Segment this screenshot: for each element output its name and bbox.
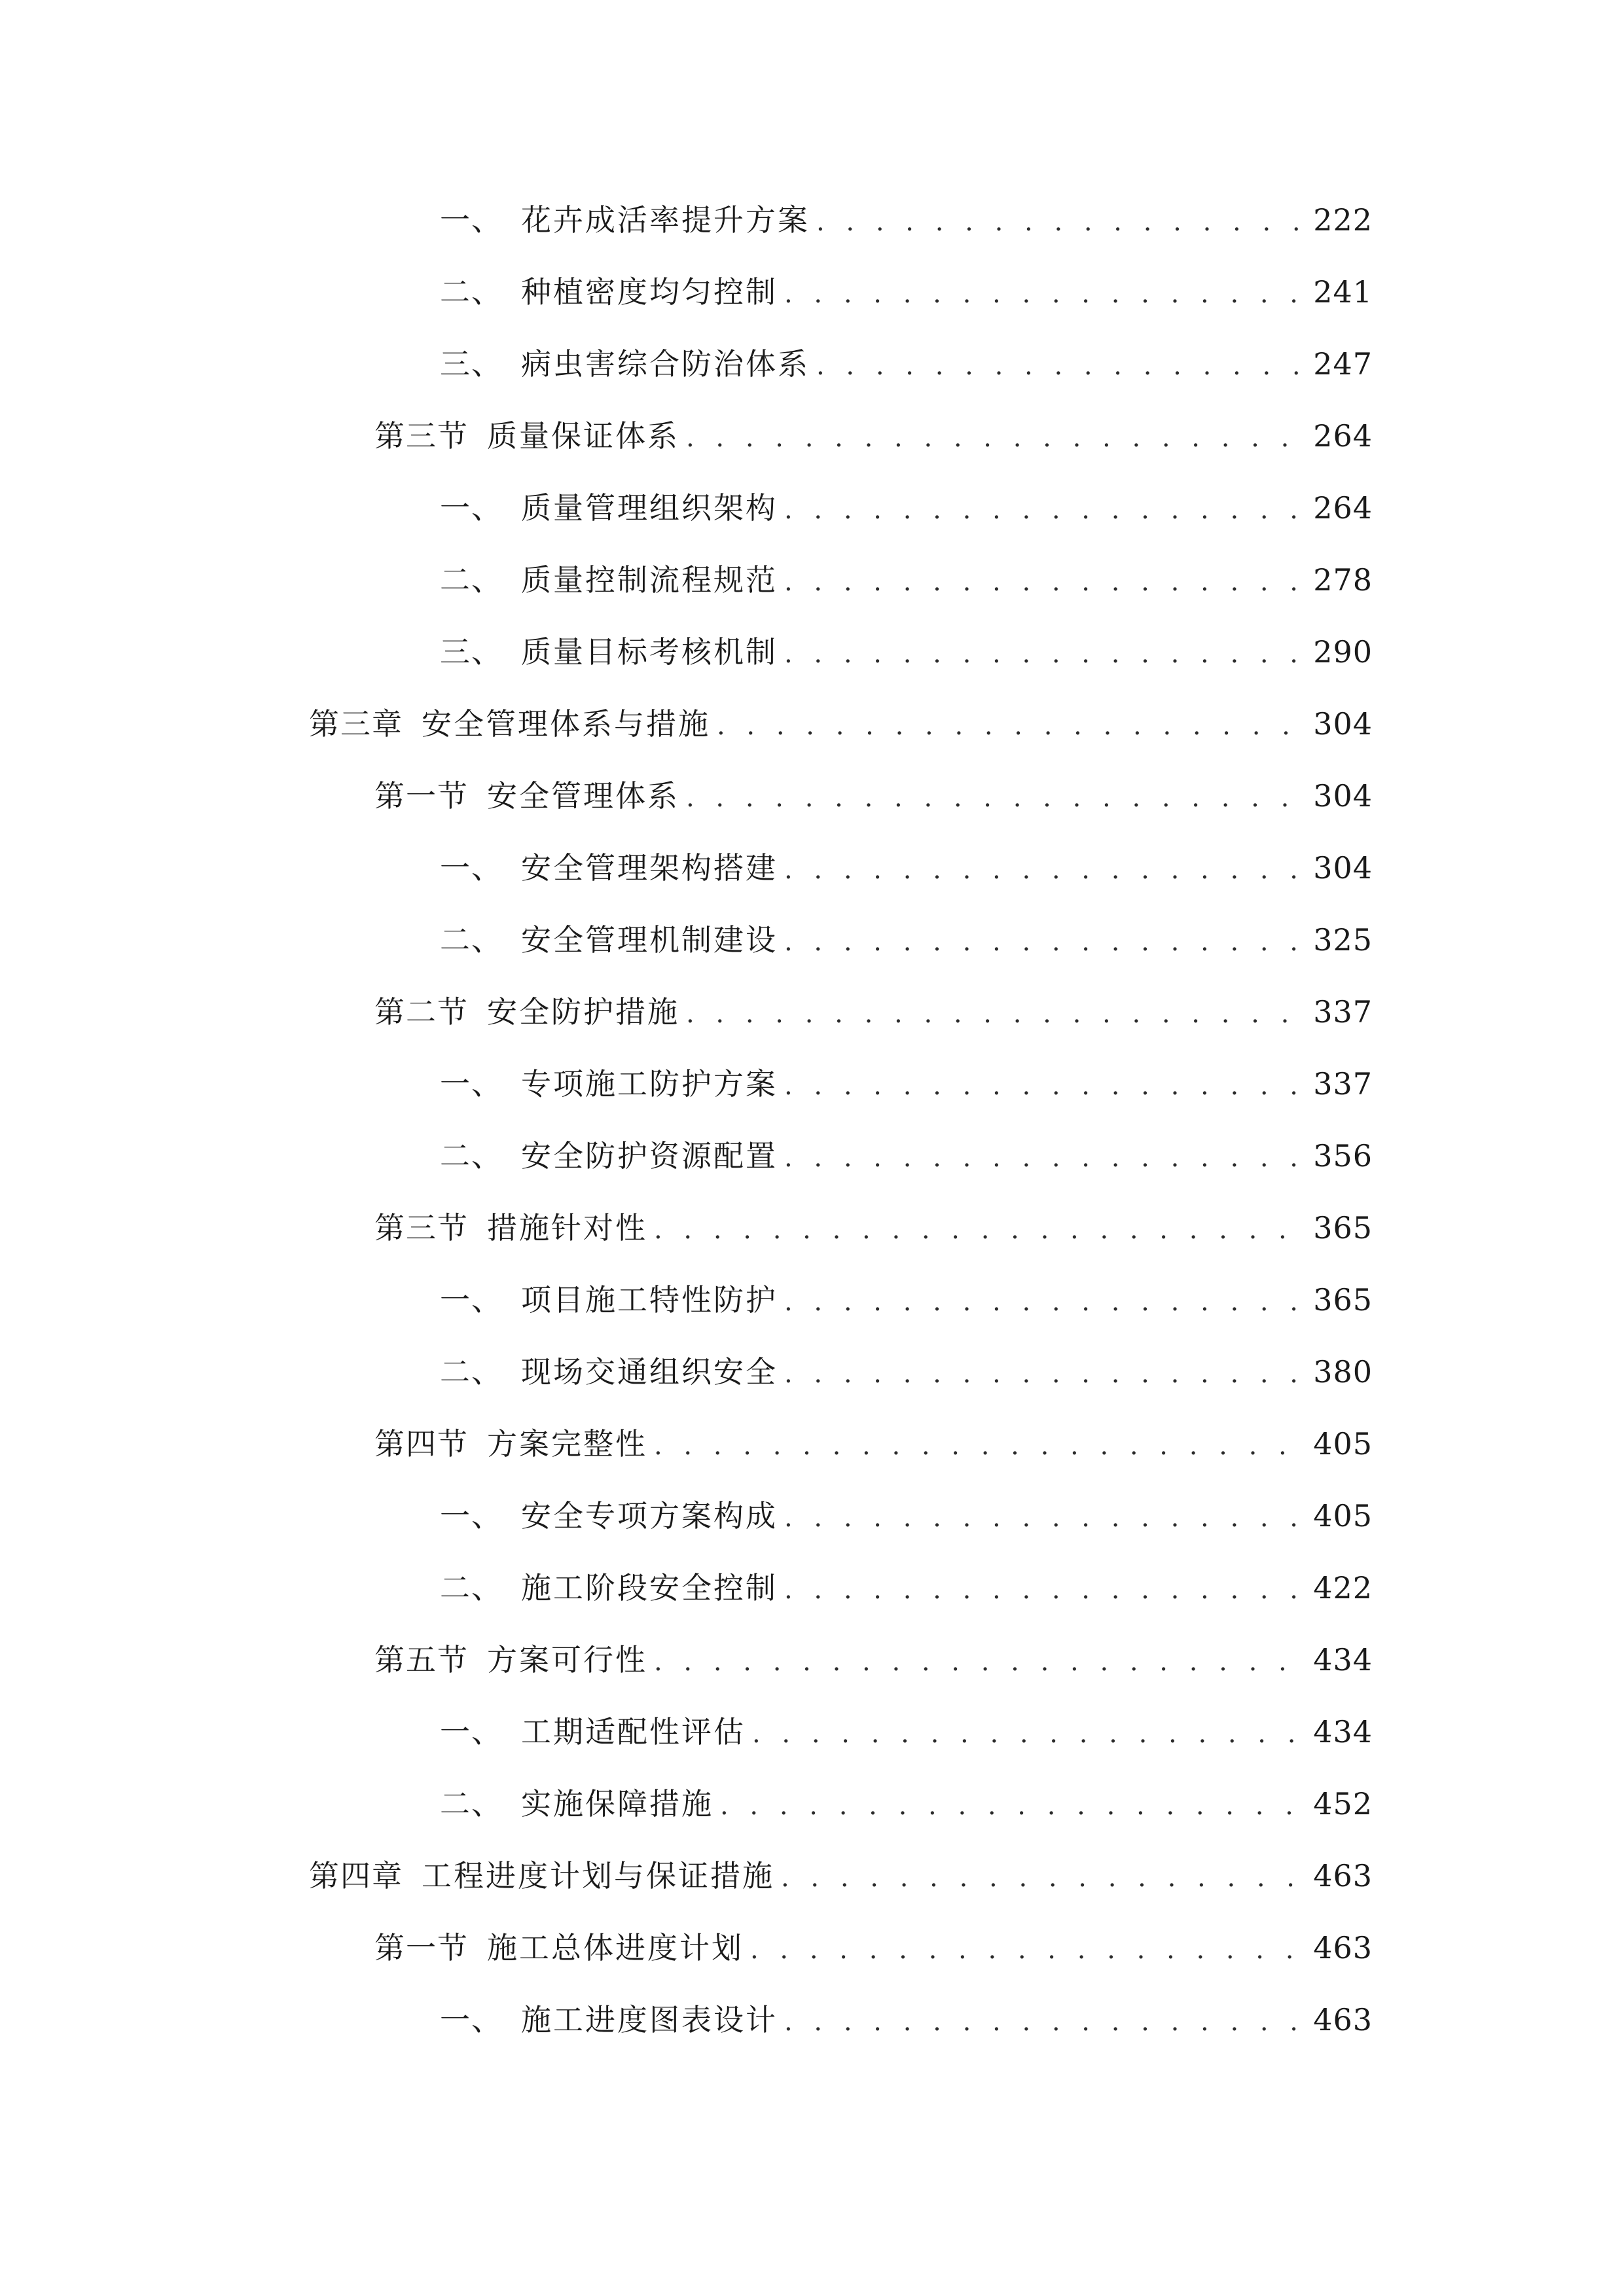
toc-entry-number: 第一节: [374, 778, 469, 814]
dot-leader: [784, 1492, 1304, 1544]
dot-leader: [752, 1708, 1304, 1760]
toc-entry[interactable]: [440, 626, 1373, 678]
toc-entry-number: 第二节: [374, 994, 469, 1030]
toc-entry-title: 病虫害综合防治体系: [521, 346, 810, 382]
toc-entry-number: 二、: [440, 1570, 503, 1605]
dot-leader: [784, 1564, 1304, 1616]
toc-entry-page: 278: [1313, 562, 1373, 598]
toc-entry-number: 一、: [440, 1498, 503, 1534]
dot-leader: [784, 628, 1304, 680]
dot-leader: [816, 196, 1304, 248]
toc-entry-page: 434: [1313, 1642, 1373, 1677]
toc-entry-number: 第三章: [309, 706, 403, 742]
toc-entry[interactable]: [440, 1490, 1373, 1542]
dot-leader: [784, 1348, 1304, 1400]
toc-entry-number: 二、: [440, 562, 503, 598]
toc-entry-number: 第四章: [309, 1858, 403, 1893]
toc-entry-number: 二、: [440, 922, 503, 958]
toc-entry-title: 花卉成活率提升方案: [521, 202, 810, 238]
toc-entry-title: 工期适配性评估: [521, 1714, 746, 1749]
dot-leader: [784, 1060, 1304, 1112]
toc-entry-number: 一、: [440, 1714, 503, 1749]
toc-entry[interactable]: [374, 410, 1373, 462]
toc-entry-number: 第五节: [374, 1642, 469, 1677]
toc-entry[interactable]: [374, 1634, 1373, 1686]
toc-entry[interactable]: [440, 338, 1373, 390]
toc-entry-page: 422: [1313, 1570, 1373, 1605]
dot-leader: [750, 1924, 1304, 1976]
toc-entry-page: 405: [1313, 1498, 1373, 1534]
toc-entry-title: 安全防护措施: [487, 994, 679, 1030]
toc-entry-page: 463: [1313, 2002, 1373, 2037]
toc-entry-page: 290: [1313, 634, 1373, 670]
toc-entry-number: 一、: [440, 1066, 503, 1102]
toc-entry-number: 一、: [440, 2002, 503, 2037]
toc-entry-title: 施工阶段安全控制: [521, 1570, 778, 1605]
toc-entry-title: 方案可行性: [487, 1642, 647, 1677]
toc-entry-title: 施工总体进度计划: [487, 1930, 744, 1965]
toc-entry-page: 365: [1313, 1210, 1373, 1246]
toc-entry-number: 二、: [440, 1138, 503, 1174]
toc-entry[interactable]: [440, 1994, 1373, 2046]
toc-entry[interactable]: [440, 482, 1373, 534]
toc-entry-number: 二、: [440, 1786, 503, 1821]
toc-entry[interactable]: [440, 266, 1373, 318]
toc-entry-page: 337: [1313, 1066, 1373, 1102]
toc-entry-page: 304: [1313, 706, 1373, 742]
dot-leader: [654, 1636, 1304, 1688]
toc-entry-page: 405: [1313, 1426, 1373, 1462]
dot-leader: [717, 700, 1304, 752]
toc-entry-title: 安全管理机制建设: [521, 922, 778, 958]
dot-leader: [816, 340, 1304, 392]
dot-leader: [784, 556, 1304, 608]
toc-entry-title: 现场交通组织安全: [521, 1354, 778, 1390]
toc-entry-title: 质量保证体系: [487, 418, 679, 454]
toc-entry[interactable]: [440, 554, 1373, 606]
toc-entry-title: 专项施工防护方案: [521, 1066, 778, 1102]
toc-entry[interactable]: [374, 1922, 1373, 1974]
toc-entry-number: 第三节: [374, 1210, 469, 1246]
toc-entry-page: 325: [1313, 922, 1373, 958]
toc-entry-page: 380: [1313, 1354, 1373, 1390]
toc-entry-number: 一、: [440, 202, 503, 238]
toc-entry[interactable]: [440, 1274, 1373, 1326]
toc-entry-title: 质量控制流程规范: [521, 562, 778, 598]
toc-entry-page: 241: [1313, 274, 1373, 310]
dot-leader: [781, 1852, 1304, 1904]
toc-entry-number: 二、: [440, 274, 503, 310]
dot-leader: [686, 412, 1304, 464]
toc-entry[interactable]: [309, 1850, 1373, 1902]
toc-entry-number: 一、: [440, 1282, 503, 1318]
toc-entry-page: 304: [1313, 778, 1373, 814]
toc-entry-number: 三、: [440, 346, 503, 382]
toc-entry-title: 质量管理组织架构: [521, 490, 778, 526]
toc-entry-page: 463: [1313, 1858, 1373, 1893]
toc-entry-title: 质量目标考核机制: [521, 634, 778, 670]
toc-entry-page: 264: [1313, 490, 1373, 526]
dot-leader: [784, 1276, 1304, 1328]
toc-entry-page: 365: [1313, 1282, 1373, 1318]
dot-leader: [784, 268, 1304, 320]
toc-entry[interactable]: [440, 914, 1373, 966]
toc-entry[interactable]: [309, 698, 1373, 750]
toc-entry-title: 方案完整性: [487, 1426, 647, 1462]
dot-leader: [654, 1420, 1304, 1472]
dot-leader: [686, 772, 1304, 824]
toc-entry-page: 222: [1313, 202, 1373, 238]
dot-leader: [784, 1132, 1304, 1184]
toc-entry[interactable]: [440, 1130, 1373, 1182]
toc-entry-number: 第四节: [374, 1426, 469, 1462]
toc-entry[interactable]: [440, 1778, 1373, 1830]
toc-entry-number: 三、: [440, 634, 503, 670]
toc-entry[interactable]: [440, 842, 1373, 894]
toc-entry[interactable]: [440, 1706, 1373, 1758]
toc-entry-title: 工程进度计划与保证措施: [422, 1858, 774, 1893]
dot-leader: [784, 1996, 1304, 2048]
toc-entry-number: 第一节: [374, 1930, 469, 1965]
toc-entry[interactable]: [440, 1562, 1373, 1614]
toc-entry[interactable]: [440, 1346, 1373, 1398]
toc-entry[interactable]: [440, 1058, 1373, 1110]
toc-entry-title: 施工进度图表设计: [521, 2002, 778, 2037]
toc-entry-title: 安全管理架构搭建: [521, 850, 778, 886]
toc-entry-title: 措施针对性: [487, 1210, 647, 1246]
toc-entry-page: 264: [1313, 418, 1373, 454]
toc-entry-page: 356: [1313, 1138, 1373, 1174]
dot-leader: [784, 484, 1304, 536]
toc-entry[interactable]: [374, 986, 1373, 1038]
dot-leader: [654, 1204, 1304, 1256]
dot-leader: [720, 1780, 1304, 1832]
toc-entry-number: 二、: [440, 1354, 503, 1390]
dot-leader: [784, 916, 1304, 968]
toc-entry-page: 247: [1313, 346, 1373, 382]
toc-entry-title: 实施保障措施: [521, 1786, 713, 1821]
dot-leader: [686, 988, 1304, 1040]
toc-entry-page: 463: [1313, 1930, 1373, 1965]
toc-entry-title: 安全专项方案构成: [521, 1498, 778, 1534]
toc-entry-title: 项目施工特性防护: [521, 1282, 778, 1318]
toc-entry[interactable]: [374, 1418, 1373, 1470]
toc-entry-title: 安全防护资源配置: [521, 1138, 778, 1174]
toc-entry-page: 434: [1313, 1714, 1373, 1749]
toc-entry-page: 304: [1313, 850, 1373, 886]
dot-leader: [784, 844, 1304, 896]
toc-entry-title: 安全管理体系: [487, 778, 679, 814]
toc-entry[interactable]: [374, 1202, 1373, 1254]
toc-entry[interactable]: [374, 770, 1373, 822]
toc-entry-page: 337: [1313, 994, 1373, 1030]
toc-entry-number: 一、: [440, 850, 503, 886]
toc-entry-number: 第三节: [374, 418, 469, 454]
toc-entry-title: 安全管理体系与措施: [422, 706, 710, 742]
toc-entry-title: 种植密度均匀控制: [521, 274, 778, 310]
toc-entry-number: 一、: [440, 490, 503, 526]
toc-entry[interactable]: [440, 194, 1373, 246]
toc-entry-page: 452: [1313, 1786, 1373, 1821]
